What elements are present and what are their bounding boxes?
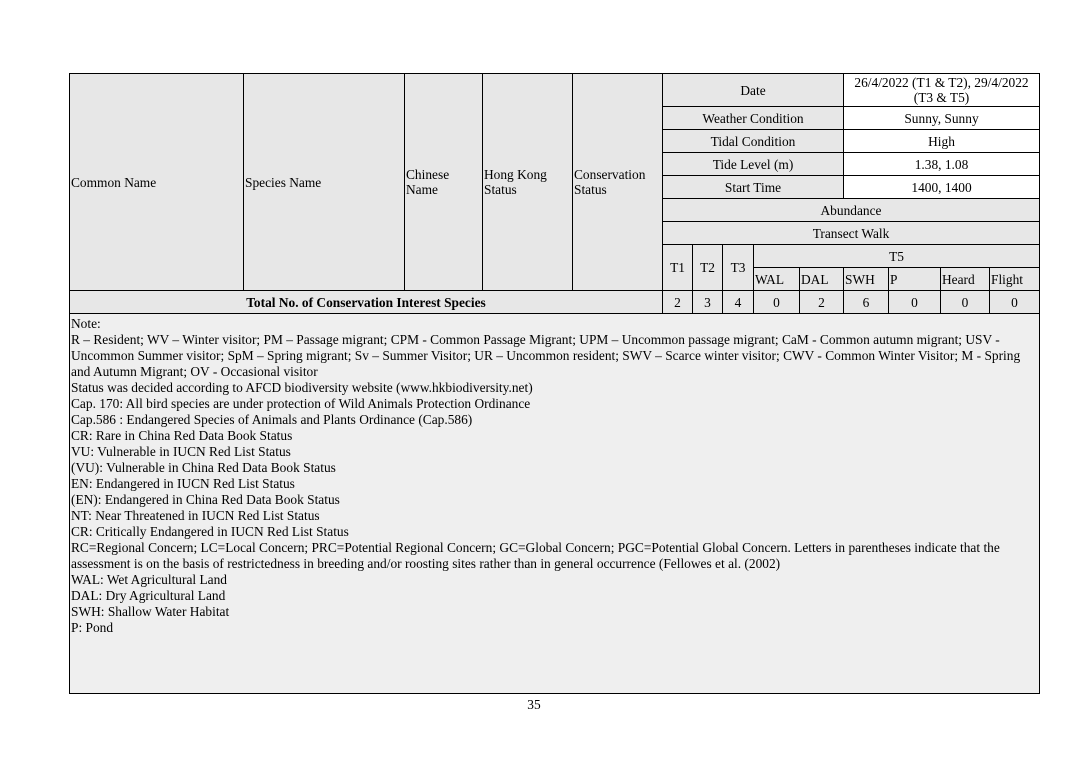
header-dal: DAL [800,268,844,291]
note-line: Note: [71,316,101,331]
header-t3: T3 [723,245,754,291]
header-t2: T2 [693,245,723,291]
weather-label: Weather Condition [663,107,844,130]
note-line: SWH: Shallow Water Habitat [71,604,230,619]
header-species-name: Species Name [244,74,405,291]
note-line: VU: Vulnerable in IUCN Red List Status [71,444,291,459]
header-t5: T5 [754,245,1040,268]
note-line: (EN): Endangered in China Red Data Book Status [71,492,340,507]
note-line: Cap.586 : Endangered Species of Animals and Plants Ordinance (Cap.586) [71,412,473,427]
total-label: Total No. of Conservation Interest Species [70,291,663,314]
header-heard: Heard [941,268,990,291]
header-p: P [889,268,941,291]
note-line: NT: Near Threatened in IUCN Red List Status [71,508,320,523]
header-chinese-name: Chinese Name [405,74,483,291]
note-line: R – Resident; WV – Winter visitor; PM – Passage migrant; CPM - Common Passage Migrant; UPM – Uncommon passage migrant; CaM - Common autumn migrant; USV - Uncommon Summer visitor; SpM – Spring migrant; Sv – Summer Visitor; UR – Uncommon resident; SWV – Scarce winter visitor; CWV - Common Winter Visitor; M - Spring and Autumn Migrant; OV - Occasional visitor [71,332,1021,379]
total-t1: 2 [663,291,693,314]
bird-survey-table [69,73,1040,694]
total-t3: 4 [723,291,754,314]
note-line: Cap. 170: All bird species are under protection of Wild Animals Protection Ordinance [71,396,531,411]
note-line: (VU): Vulnerable in China Red Data Book Status [71,460,336,475]
abundance-label: Abundance [663,199,1040,222]
weather-value: Sunny, Sunny [844,107,1040,130]
tide-level-value: 1.38, 1.08 [844,153,1040,176]
note-line: Status was decided according to AFCD biodiversity website (www.hkbiodiversity.net) [71,380,533,395]
transect-walk-label: Transect Walk [663,222,1040,245]
note-line: P: Pond [71,620,114,635]
header-swh: SWH [844,268,889,291]
date-label: Date [663,74,844,107]
date-value: 26/4/2022 (T1 & T2), 29/4/2022 (T3 & T5) [844,74,1040,107]
note-line: DAL: Dry Agricultural Land [71,588,226,603]
header-hk-status: Hong Kong Status [483,74,573,291]
total-p: 0 [889,291,941,314]
header-conservation-status: Conservation Status [573,74,663,291]
tide-level-label: Tide Level (m) [663,153,844,176]
note-line: WAL: Wet Agricultural Land [71,572,227,587]
start-time-label: Start Time [663,176,844,199]
note-line: EN: Endangered in IUCN Red List Status [71,476,295,491]
header-common-name: Common Name [70,74,244,291]
header-t1: T1 [663,245,693,291]
tidal-value: High [844,130,1040,153]
header-flight: Flight [990,268,1040,291]
total-t2: 3 [693,291,723,314]
page-number: 35 [527,697,541,712]
note-line: RC=Regional Concern; LC=Local Concern; PRC=Potential Regional Concern; GC=Global Concern; PGC=Potential Global Concern. Letters in parentheses indicate that the assessment is on the basis of restrictedness in breeding and/or roosting sites rather than in general occurrence (Fellowes et al. (2002) [71,540,1000,571]
total-swh: 6 [844,291,889,314]
start-time-value: 1400, 1400 [844,176,1040,199]
total-flight: 0 [990,291,1040,314]
notes-section [70,314,1040,694]
total-heard: 0 [941,291,990,314]
header-wal: WAL [754,268,800,291]
total-wal: 0 [754,291,800,314]
note-line: CR: Rare in China Red Data Book Status [71,428,293,443]
tidal-label: Tidal Condition [663,130,844,153]
total-dal: 2 [800,291,844,314]
note-line: CR: Critically Endangered in IUCN Red List Status [71,524,349,539]
total-row [70,291,1040,314]
